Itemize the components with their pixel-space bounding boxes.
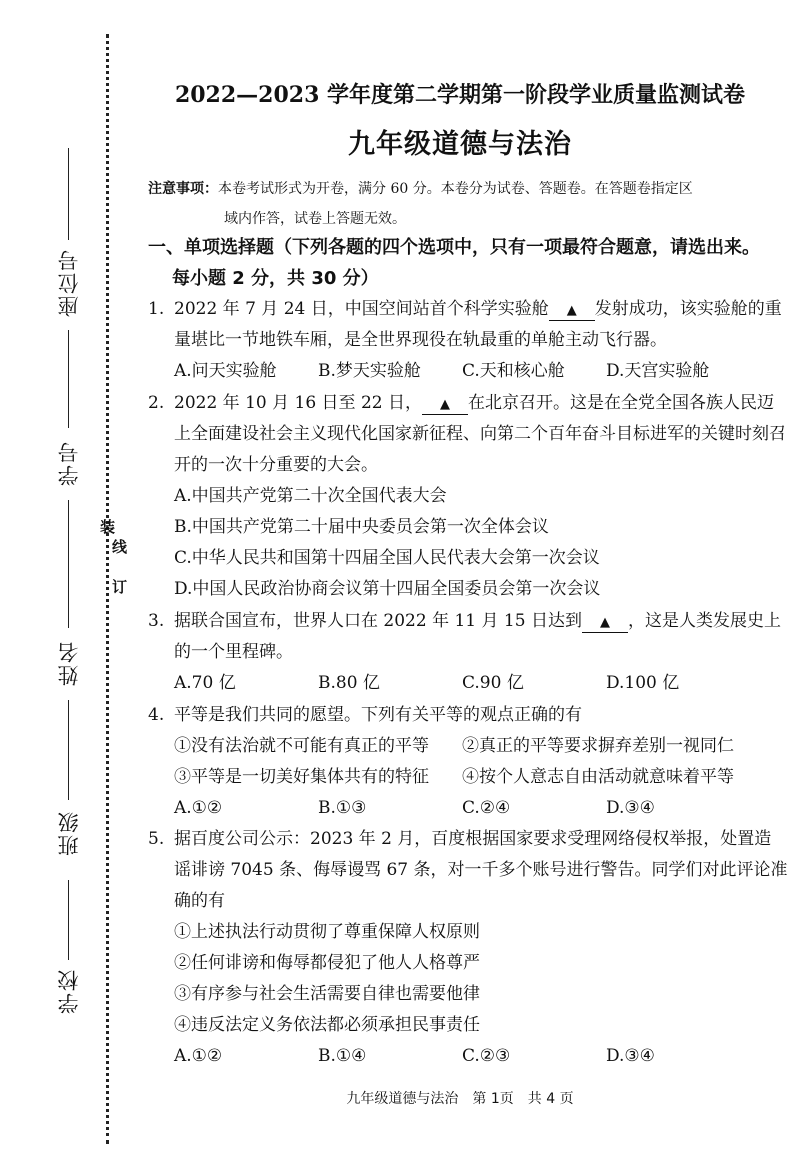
statement-2: ②任何诽谤和侮辱都侵犯了他人人格尊严 (174, 953, 480, 973)
field-student-id: 学号 (57, 440, 81, 486)
statement-3: ③有序参与社会生活需要自律也需要他律 (174, 984, 480, 1004)
binding-mark-ding: 订 (112, 578, 128, 596)
option-b[interactable]: B.80 亿 (318, 673, 380, 693)
field-school: 学校 (57, 968, 81, 1014)
option-a[interactable]: A.问天实验舱 (174, 361, 277, 381)
option-a[interactable]: A.中国共产党第二十次全国代表大会 (174, 486, 447, 506)
field-name-line[interactable] (68, 500, 69, 628)
option-d[interactable]: D.天宫实验舱 (606, 361, 710, 381)
option-b[interactable]: B.①③ (318, 798, 367, 818)
option-d[interactable]: D.100 亿 (606, 673, 680, 693)
section-heading (148, 232, 788, 294)
question-stem: 据百度公司公示：2023 年 2 月，百度根据国家要求受理网络侵权举报，处置造谣诽谤 7045 条、侮辱谩骂 67 条，对一千多个账号进行警告。同学们对此评论准确的有 (174, 829, 788, 911)
question-number: 2. (148, 393, 165, 413)
option-d[interactable]: D.中国人民政治协商会议第十四届全国委员会第一次会议 (174, 579, 601, 599)
question-5 (148, 824, 788, 1072)
statement-2: ②真正的平等要求摒弃差别一视同仁 (462, 736, 734, 756)
option-a[interactable]: A.①② (174, 1046, 223, 1066)
statement-1: ①上述执法行动贯彻了尊重保障人权原则 (174, 922, 480, 942)
statement-4: ④违反法定义务依法都必须承担民事责任 (174, 1015, 480, 1035)
option-c[interactable]: C.中华人民共和国第十四届全国人民代表大会第一次会议 (174, 548, 600, 568)
statement-4: ④按个人意志自由活动就意味着平等 (462, 767, 734, 787)
option-c[interactable]: C.②④ (462, 798, 511, 818)
section-heading-line-1: 一、单项选择题（下列各题的四个选项中，只有一项最符合题意，请选出来。 (148, 237, 760, 258)
question-number: 4. (148, 705, 165, 725)
answer-blank: ▲ (422, 396, 468, 415)
exam-notice (148, 174, 778, 234)
notice-line-1: 本卷考试形式为开卷，满分 60 分。本卷分为试卷、答题卷。在答题卷指定区 (218, 181, 693, 197)
option-b[interactable]: B.①④ (318, 1046, 367, 1066)
field-seat-number: 座位号 (57, 248, 81, 317)
statements-row-1 (148, 731, 788, 762)
page-footer: 九年级道德与法治 第 1页 共 4 页 (346, 1091, 574, 1107)
field-name: 姓名 (57, 640, 81, 686)
subject-title: 九年级道德与法治 (348, 129, 572, 160)
field-student-id-line[interactable] (68, 330, 69, 428)
binding-dotted-line (106, 34, 109, 1144)
field-school-line[interactable] (68, 880, 69, 960)
binding-mark-zhuang: 装 (100, 518, 116, 536)
section-heading-line-2: 每小题 2 分，共 30 分） (172, 268, 379, 289)
exam-title: 2022—2023 学年度第二学期第一阶段学业质量监测试卷 (174, 82, 746, 108)
question-1 (148, 294, 788, 387)
notice-line-2: 域内作答，试卷上答题无效。 (224, 211, 406, 227)
binding-mark-xian: 线 (112, 538, 128, 556)
option-b[interactable]: B.中国共产党第二十届中央委员会第一次全体会议 (174, 517, 549, 537)
question-number: 1. (148, 299, 165, 319)
option-b[interactable]: B.梦天实验舱 (318, 361, 421, 381)
option-d[interactable]: D.③④ (606, 1046, 655, 1066)
option-a[interactable]: A.70 亿 (174, 673, 236, 693)
question-3 (148, 606, 788, 699)
answer-blank: ▲ (549, 302, 595, 321)
question-stem: 平等是我们共同的愿望。下列有关平等的观点正确的有 (174, 705, 582, 725)
question-number: 3. (148, 611, 165, 631)
field-class: 班级 (57, 810, 81, 856)
option-c[interactable]: C.90 亿 (462, 673, 524, 693)
question-stem: 据联合国宣布，世界人口在 2022 年 11 月 15 日达到 ▲ ，这是人类发展史上的一个里程碑。 (174, 611, 781, 662)
statements-row-2 (148, 762, 788, 793)
options-row (148, 668, 788, 699)
option-d[interactable]: D.③④ (606, 798, 655, 818)
field-class-line[interactable] (68, 700, 69, 800)
statement-3: ③平等是一切美好集体共有的特征 (174, 767, 429, 787)
answer-blank: ▲ (582, 614, 628, 633)
option-c[interactable]: C.②③ (462, 1046, 511, 1066)
question-4 (148, 700, 788, 824)
field-seat-number-line[interactable] (68, 148, 69, 240)
options-row (148, 1041, 788, 1072)
options-row (148, 793, 788, 824)
option-c[interactable]: C.天和核心舱 (462, 361, 565, 381)
notice-label: 注意事项： (148, 181, 218, 197)
question-stem: 2022 年 7 月 24 日，中国空间站首个科学实验舱 ▲ 发射成功，该实验舱的重量堪比一节地铁车厢，是全世界现役在轨最重的单舱主动飞行器。 (174, 299, 782, 350)
question-number: 5. (148, 829, 165, 849)
options-row (148, 356, 788, 387)
statement-1: ①没有法治就不可能有真正的平等 (174, 736, 429, 756)
option-a[interactable]: A.①② (174, 798, 223, 818)
question-stem: 2022 年 10 月 16 日至 22 日， ▲ 在北京召开。这是在全党全国各族人民迈上全面建设社会主义现代化国家新征程、向第二个百年奋斗目标进军的关键时刻召开的一次十分重要的大会。 (174, 393, 786, 475)
question-2 (148, 388, 788, 605)
